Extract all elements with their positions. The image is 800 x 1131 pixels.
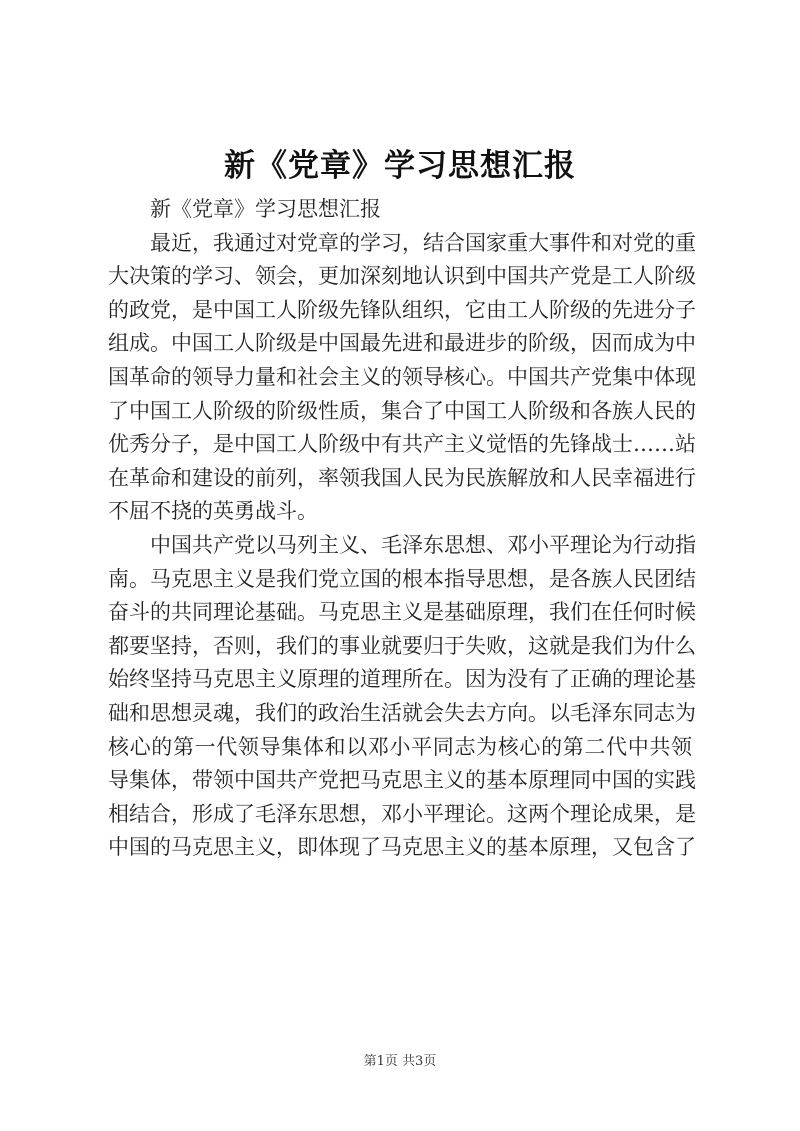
text-line: 中国共产党以马列主义、毛泽东思想、邓小平理论为行动指 — [150, 532, 696, 557]
text-line: 在革命和建设的前列，率领我国人民为民族解放和人民幸福进行 — [108, 465, 696, 490]
document-subtitle — [108, 193, 692, 227]
text-line: 的政党，是中国工人阶级先锋队组织，它由工人阶级的先进分子 — [108, 297, 696, 322]
document-body — [108, 193, 696, 865]
page-footer: 第1页 共3页 — [363, 1054, 437, 1069]
text-line: 大决策的学习、领会，更加深刻地认识到中国共产党是工人阶级 — [108, 264, 696, 289]
text-line: 优秀分子，是中国工人阶级中有共产主义觉悟的先锋战士……站 — [108, 432, 696, 457]
text-line: 相结合，形成了毛泽东思想，邓小平理论。这两个理论成果，是 — [108, 801, 696, 826]
text-line: 了中国工人阶级的阶级性质，集合了中国工人阶级和各族人民的 — [108, 398, 696, 423]
paragraph — [108, 529, 696, 865]
text-line: 始终坚持马克思主义原理的道理所在。因为没有了正确的理论基 — [108, 667, 696, 692]
text-line: 南。马克思主义是我们党立国的根本指导思想，是各族人民团结 — [108, 566, 696, 591]
text-line: 新《党章》学习思想汇报 — [150, 197, 381, 221]
text-line: 础和思想灵魂，我们的政治生活就会失去方向。以毛泽东同志为 — [108, 700, 696, 725]
text-line: 国革命的领导力量和社会主义的领导核心。中国共产党集中体现 — [108, 364, 696, 389]
text-line: 都要坚持，否则，我们的事业就要归于失败，这就是我们为什么 — [108, 633, 696, 658]
text-line: 奋斗的共同理论基础。马克思主义是基础原理，我们在任何时候 — [108, 600, 696, 625]
text-line: 不屈不挠的英勇战斗。 — [108, 499, 318, 524]
text-line: 中国的马克思主义，即体现了马克思主义的基本原理，又包含了 — [108, 835, 696, 860]
text-line: 导集体，带领中国共产党把马克思主义的基本原理同中国的实践 — [108, 768, 696, 793]
text-line: 组成。中国工人阶级是中国最先进和最进步的阶级，因而成为中 — [108, 331, 696, 356]
text-line: 最近，我通过对党章的学习，结合国家重大事件和对党的重 — [150, 230, 696, 255]
document-title: 新《党章》学习思想汇报 — [224, 148, 576, 184]
text-line: 核心的第一代领导集体和以邓小平同志为核心的第二代中共领 — [108, 734, 692, 759]
paragraph — [108, 227, 696, 529]
